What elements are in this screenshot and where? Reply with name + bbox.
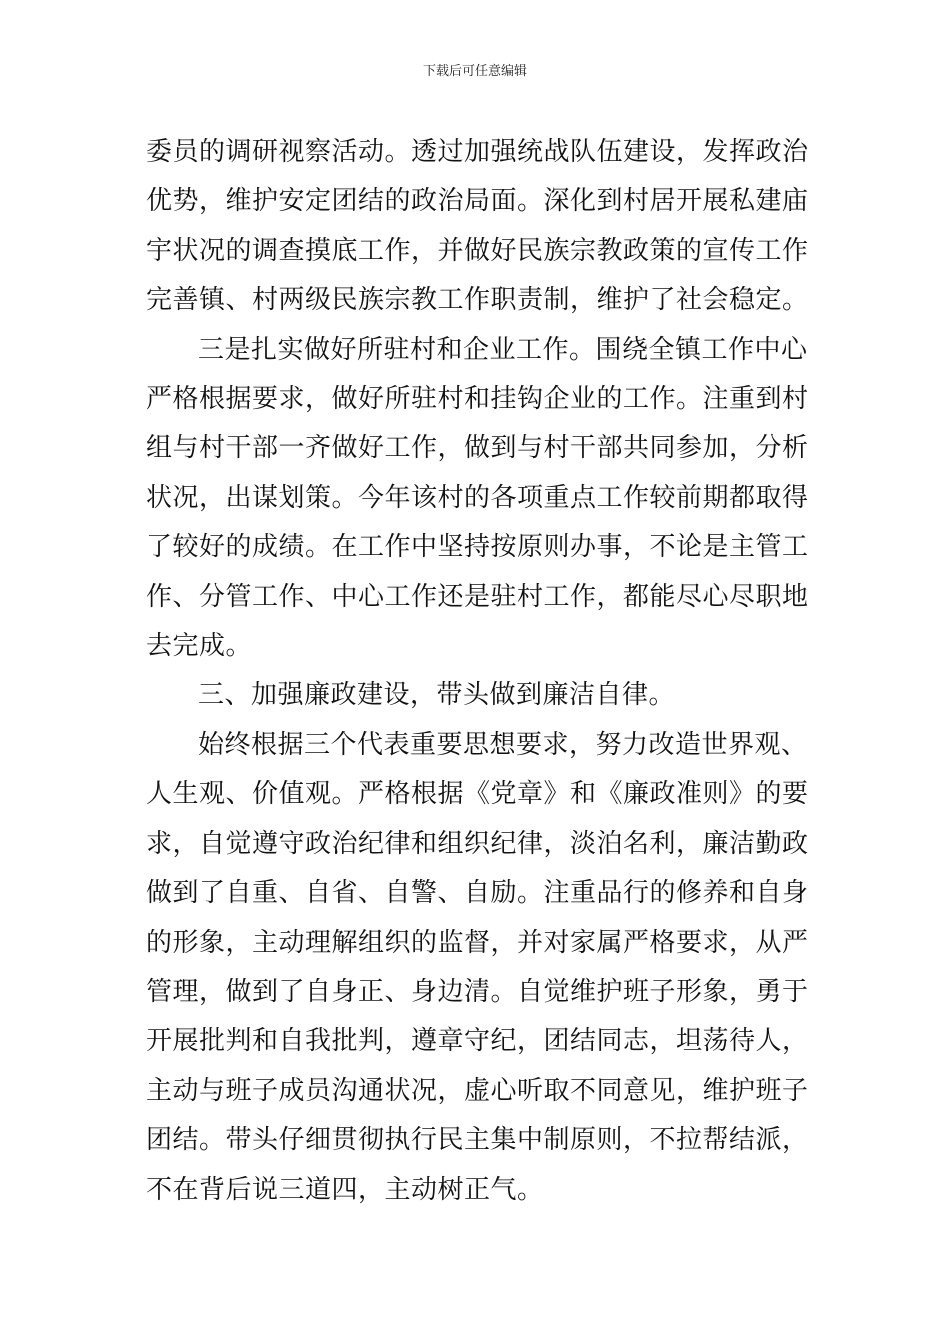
page-header: 下载后可任意编辑: [422, 64, 527, 79]
text-line: 优势，维护安定团结的政治局面。深化到村居开展私建庙: [146, 186, 809, 217]
text-line: 组与村干部一齐做好工作，做到与村干部共同参加，分析: [146, 433, 809, 464]
text-line: 的形象，主动理解组织的监督，并对家属严格要求，从严: [146, 927, 809, 958]
section-heading: [146, 671, 806, 720]
text-line: 不在背后说三道四，主动树正气。: [146, 1174, 544, 1205]
text-line: 人生观、价值观。严格根据《党章》和《廉政准则》的要: [146, 779, 809, 810]
text-line: 作、分管工作、中心工作还是驻村工作，都能尽心尽职地: [146, 581, 809, 612]
paragraph-3: [146, 721, 809, 1215]
text-line: 三、加强廉政建设，带头做到廉洁自律。: [198, 680, 676, 711]
text-line: 严格根据要求，做好所驻村和挂钩企业的工作。注重到村: [146, 384, 809, 415]
paragraph-2: [146, 326, 809, 672]
text-line: 管理，做到了自身正、身边清。自觉维护班子形象，勇于: [146, 976, 809, 1007]
text-line: 主动与班子成员沟通状况，虚心听取不同意见，维护班子: [146, 1075, 809, 1106]
text-line: 求，自觉遵守政治纪律和组织纪律，淡泊名利，廉洁勤政: [146, 828, 809, 859]
text-line: 团结。带头仔细贯彻执行民主集中制原则，不拉帮结派，: [146, 1125, 809, 1156]
paragraph-1: [146, 128, 809, 326]
text-line: 三是扎实做好所驻村和企业工作。围绕全镇工作中心: [198, 334, 808, 365]
text-line: 开展批判和自我批判，遵章守纪，团结同志，坦荡待人，: [146, 1026, 809, 1057]
text-line: 始终根据三个代表重要思想要求，努力改造世界观、: [198, 729, 808, 760]
text-line: 宇状况的调查摸底工作，并做好民族宗教政策的宣传工作: [146, 235, 809, 266]
text-line: 做到了自重、自省、自警、自励。注重品行的修养和自身: [146, 878, 809, 909]
text-line: 完善镇、村两级民族宗教工作职责制，维护了社会稳定。: [146, 285, 809, 316]
text-line: 了较好的成绩。在工作中坚持按原则办事，不论是主管工: [146, 532, 809, 563]
text-line: 去完成。: [146, 631, 253, 662]
document-body: [146, 128, 809, 1215]
text-line: 委员的调研视察活动。透过加强统战队伍建设，发挥政治: [146, 137, 809, 167]
text-line: 状况，出谋划策。今年该村的各项重点工作较前期都取得: [146, 482, 809, 513]
